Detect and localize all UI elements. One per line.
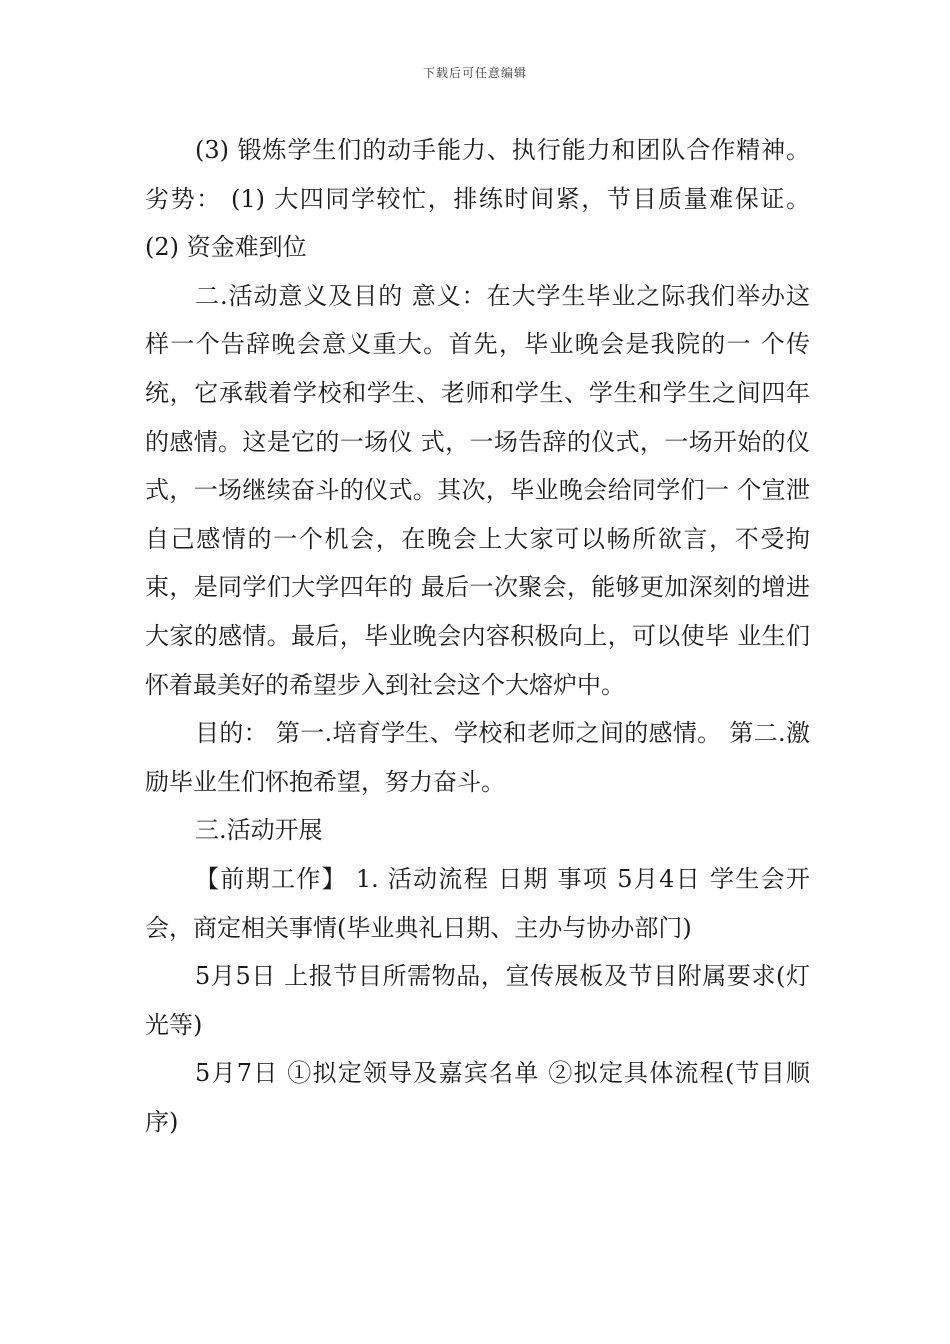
paragraph-significance: 二.活动意义及目的 意义：在大学生毕业之际我们举办这样一个告辞晚会意义重大。首先，毕业晚会是我院的一 个传统，它承载着学校和学生、老师和学生、学生和学生之间四年的感情。这是它的一场仪 式，一场告辞的仪式，一场开始的仪式，一场继续奋斗的仪式。其次，毕业晚会给同学们一 个宣泄自己感情的一个机会，在晚会上大家可以畅所欲言，不受拘束，是同学们大学四年的 最后一次聚会，能够更加深刻的增进大家的感情。最后，毕业晚会内容积极向上，可以使毕 业生们怀着最美好的希望步入到社会这个大熔炉中。	[145, 281, 810, 699]
page-header-note: 下载后可任意编辑	[422, 66, 527, 80]
paragraph-preparation: 【前期工作】 1. 活动流程 日期 事项 5月4日 学生会开会，商定相关事情(毕业典礼日期、主办与协办部门)	[145, 864, 810, 942]
document-body	[145, 126, 810, 1146]
paragraph-may-5: 5月5日 上报节目所需物品，宣传展板及节目附属要求(灯光等)	[145, 962, 810, 1039]
section-heading-activity: 三.活动开展	[195, 816, 323, 845]
paragraph-strengths-weaknesses: (3) 锻炼学生们的动手能力、执行能力和团队合作精神。 劣势： (1) 大四同学较忙，排练时间紧，节目质量难保证。 (2) 资金难到位	[145, 136, 810, 262]
paragraph-purpose: 目的： 第一.培育学生、学校和老师之间的感情。 第二.激励毕业生们怀抱希望，努力奋斗。	[145, 719, 810, 796]
paragraph-may-7: 5月7日 ①拟定领导及嘉宾名单 ②拟定具体流程(节目顺序)	[145, 1059, 810, 1136]
